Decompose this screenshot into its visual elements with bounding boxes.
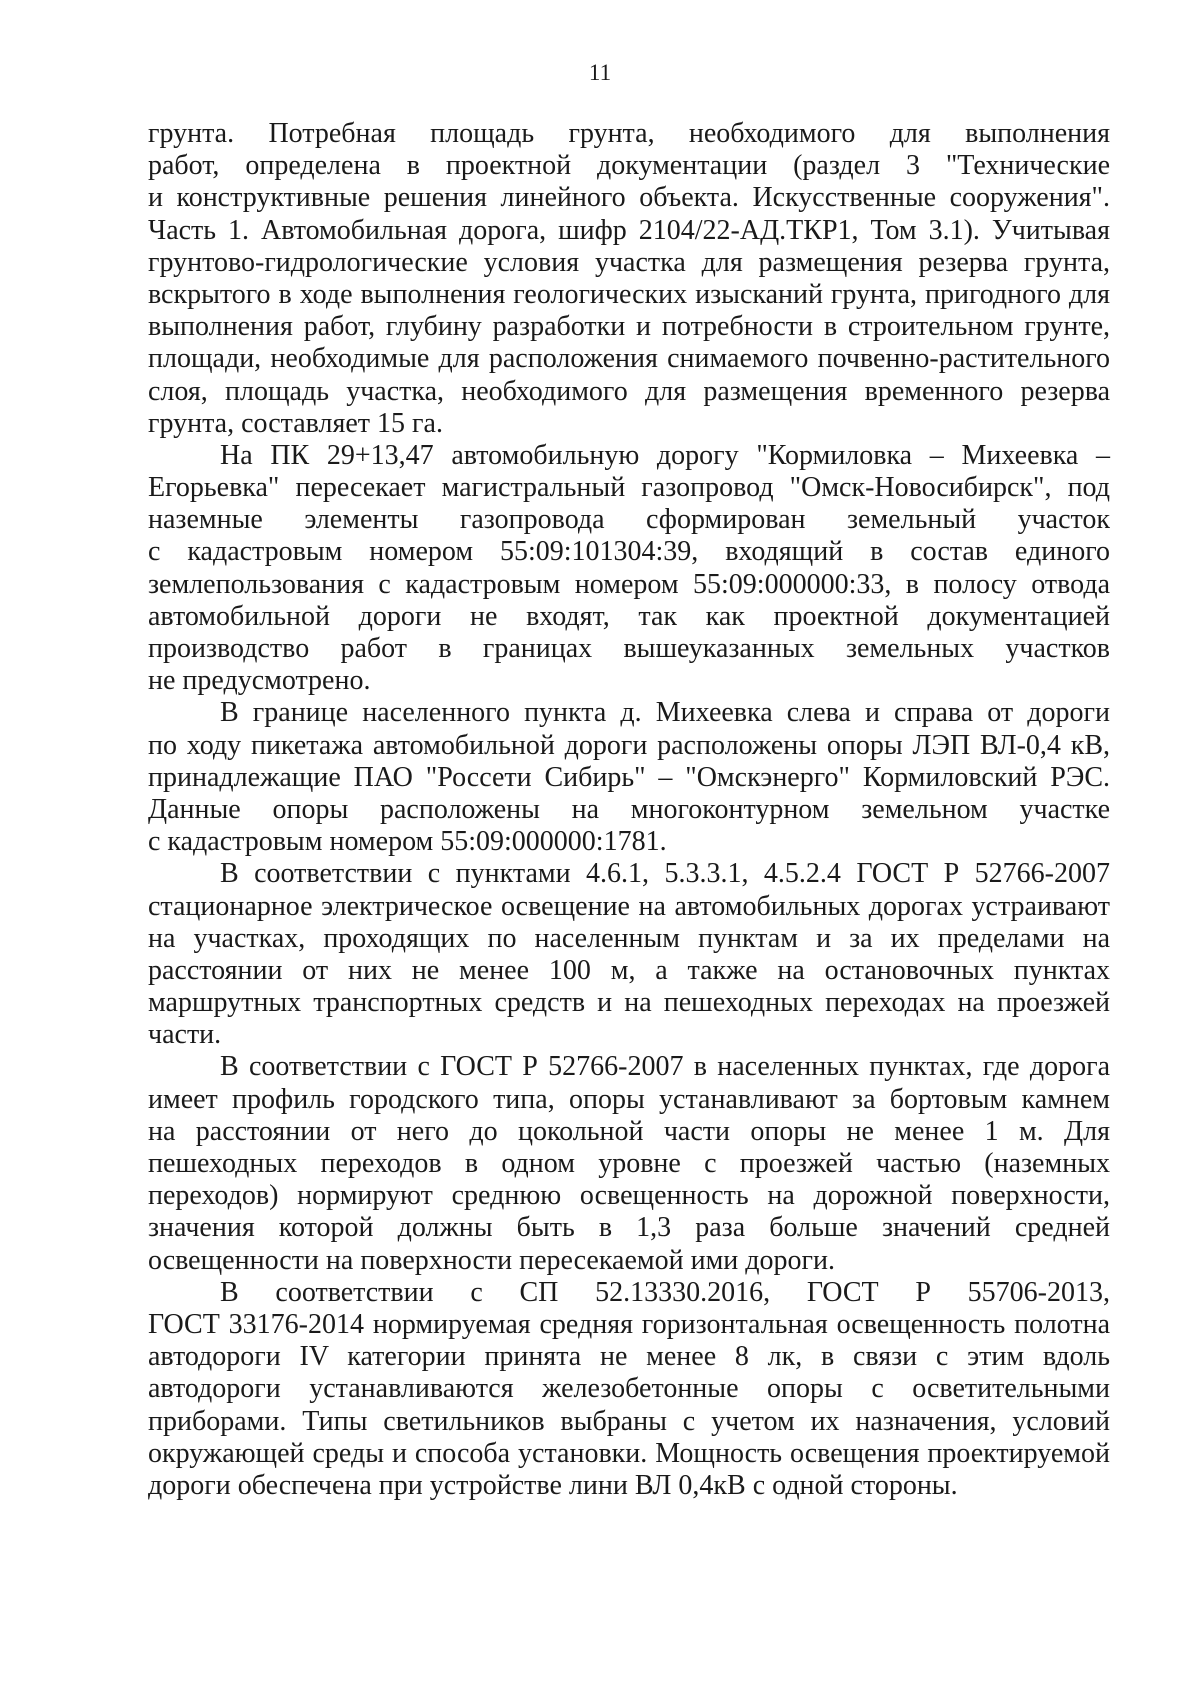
text-line: Егорьевка" пересекает магистральный газопровод "Омск-Новосибирск", под	[148, 472, 1110, 504]
text-line: пешеходных переходов в одном уровне с проезжей частью (наземных	[148, 1148, 1110, 1179]
text-line: вскрытого в ходе выполнения геологических изысканий грунта, пригодного для	[148, 278, 1110, 310]
text-line: слоя, площадь участка, необходимого для размещения временного резерва	[148, 375, 1110, 407]
text-line: маршрутных транспортных средств и на пешеходных переходах на проезжей	[148, 987, 1110, 1019]
text-line: не предусмотрено.	[148, 665, 371, 697]
text-line: В соответствии с ГОСТ Р 52766-2007 в населенных пунктах, где дорога	[220, 1051, 1110, 1083]
text-line: В соответствии с СП 52.13330.2016, ГОСТ Р 55706-2013,	[220, 1276, 1110, 1308]
text-line: автомобильной дороги не входят, так как проектной документацией	[148, 600, 1110, 632]
text-line: автодороги устанавливаются железобетонные опоры с осветительными	[148, 1373, 1110, 1405]
text-line: ГОСТ 33176-2014 нормируемая средняя горизонтальная освещенность полотна	[148, 1308, 1110, 1340]
text-line: с кадастровым номером 55:09:000000:1781.	[148, 826, 667, 858]
text-line: В соответствии с пунктами 4.6.1, 5.3.3.1, 4.5.2.4 ГОСТ Р 52766-2007	[220, 858, 1110, 890]
text-line: приборами. Типы светильников выбраны с учетом их назначения, условий	[148, 1405, 1110, 1437]
page-number: 11	[588, 60, 612, 85]
text-line: Данные опоры расположены на многоконтурном земельном участке	[148, 793, 1110, 825]
text-line: площади, необходимые для расположения снимаемого почвенно-растительного	[148, 343, 1110, 375]
text-line: выполнения работ, глубину разработки и потребности в строительном грунте,	[148, 311, 1110, 343]
text-line: производство работ в границах вышеуказанных земельных участков	[148, 633, 1110, 664]
text-line: В границе населенного пункта д. Михеевка слева и справа от дороги	[220, 697, 1110, 729]
text-line: грунта. Потребная площадь грунта, необходимого для выполнения	[148, 118, 1110, 149]
text-line: с кадастровым номером 55:09:101304:39, входящий в состав единого	[148, 536, 1110, 568]
text-line: и конструктивные решения линейного объекта. Искусственные сооружения".	[148, 182, 1110, 214]
text-line: работ, определена в проектной документации (раздел 3 "Технические	[148, 150, 1110, 182]
text-line: грунтово-гидрологические условия участка для размещения резерва грунта,	[148, 246, 1110, 278]
text-line: дороги обеспечена при устройстве лини ВЛ 0,4кВ с одной стороны.	[148, 1469, 958, 1501]
text-line: части.	[148, 1019, 222, 1051]
text-line: освещенности на поверхности пересекаемой ими дороги.	[148, 1244, 835, 1276]
text-line: по ходу пикетажа автомобильной дороги расположены опоры ЛЭП ВЛ-0,4 кВ,	[148, 729, 1110, 761]
text-line: на расстоянии от него до цокольной части опоры не менее 1 м. Для	[148, 1115, 1110, 1147]
text-line: принадлежащие ПАО "Россети Сибирь" – "Омскэнерго" Кормиловский РЭС.	[148, 761, 1110, 793]
body-text	[148, 118, 1110, 1502]
text-line: грунта, составляет 15 га.	[148, 407, 443, 439]
text-line: имеет профиль городского типа, опоры устанавливают за бортовым камнем	[148, 1083, 1110, 1115]
text-line: Часть 1. Автомобильная дорога, шифр 2104/22-АД.ТКР1, Том 3.1). Учитывая	[148, 214, 1110, 246]
text-line: автодороги IV категории принята не менее 8 лк, в связи с этим вдоль	[148, 1341, 1110, 1373]
text-line: На ПК 29+13,47 автомобильную дорогу "Кормиловка – Михеевка –	[220, 439, 1110, 471]
text-line: значения которой должны быть в 1,3 раза больше значений средней	[148, 1212, 1110, 1244]
text-line: окружающей среды и способа установки. Мощность освещения проектируемой	[148, 1437, 1110, 1469]
text-line: переходов) нормируют среднюю освещенность на дорожной поверхности,	[148, 1180, 1110, 1212]
text-line: землепользования с кадастровым номером 55:09:000000:33, в полосу отвода	[148, 568, 1110, 600]
text-line: расстоянии от них не менее 100 м, а также на остановочных пунктах	[148, 954, 1110, 986]
text-line: на участках, проходящих по населенным пунктам и за их пределами на	[148, 922, 1110, 954]
text-line: наземные элементы газопровода сформирован земельный участок	[148, 504, 1110, 536]
text-line: стационарное электрическое освещение на автомобильных дорогах устраивают	[148, 890, 1110, 922]
